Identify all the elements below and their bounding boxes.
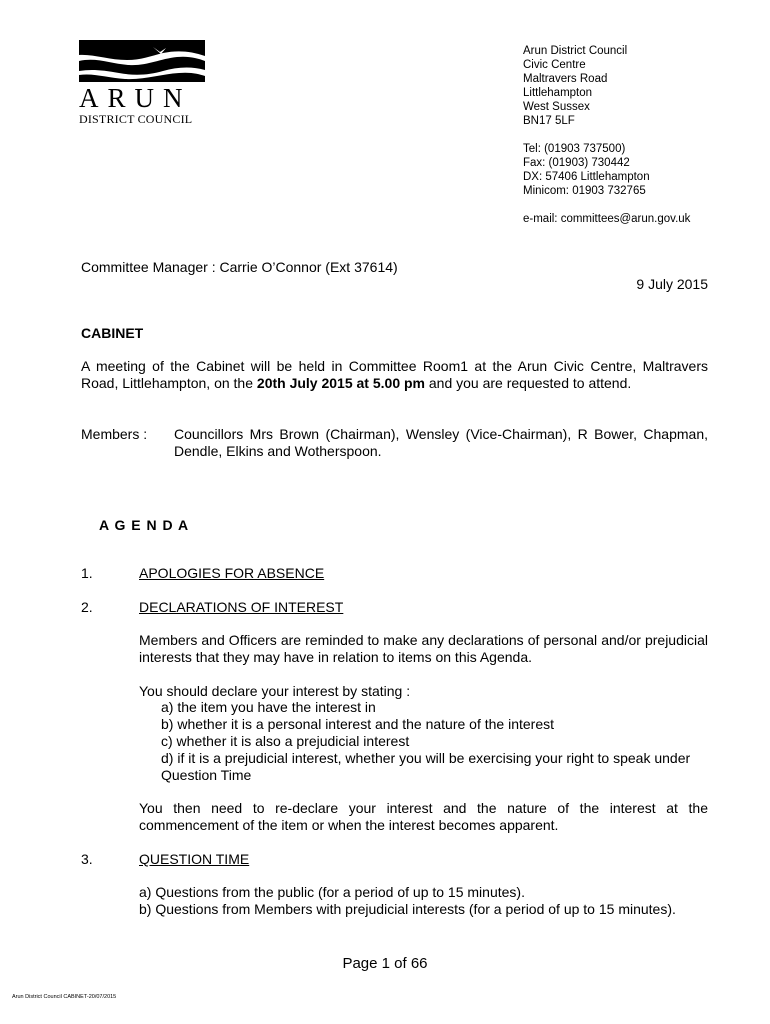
contact-line: Fax: (01903) 730442 [523,157,630,169]
declarations-stating: You should declare your interest by stating : [139,683,411,699]
address-line: Littlehampton [523,87,593,99]
item-title-question-time: QUESTION TIME [139,851,250,867]
footer-reference: Arun District Council CABINET-20/07/2015 [12,994,117,1000]
item-number: 2. [81,599,93,615]
item-number: 3. [81,851,93,867]
page-heading: CABINET [81,325,144,341]
page-number: Page 1 of 66 [342,955,428,972]
email-line: e-mail: committees@arun.gov.uk [523,213,691,225]
meeting-notice [81,358,708,392]
committee-manager: Committee Manager : Carrie O’Connor (Ext 37614) [81,259,398,275]
meeting-text-before: A meeting of the Cabinet will be held in Committee Room1 at the Arun Civic Centre, Maltravers Road, Littlehampton, on the [81,358,708,391]
logo-wordmark: ARUN [79,83,192,113]
members-list: Councillors Mrs Brown (Chairman), Wensley (Vice-Chairman), R Bower, Chapman, Dendle, Elkins and Wotherspoon. [174,426,708,459]
declarations-redeclare: You then need to re-declare your interest and the nature of the interest at the commencement of the item or when the interest becomes apparent. [139,800,708,833]
declarations-intro: Members and Officers are reminded to make any declarations of personal and/or prejudicial interests that they may have in relation to items on this Agenda. [139,632,708,665]
address-line: Civic Centre [523,59,586,71]
wave-bird-emblem [79,40,205,82]
meeting-text-after: and you are requested to attend. [425,375,632,391]
meeting-datetime: 20th July 2015 at 5.00 pm [256,375,425,391]
agenda-title: A G E N D A [99,517,190,533]
address-line: Arun District Council [523,45,628,57]
declaration-point: a) the item you have the interest in [161,699,376,715]
address-line: Maltravers Road [523,73,608,85]
item-number: 1. [81,565,93,581]
declaration-point: b) whether it is a personal interest and the nature of the interest [161,716,555,732]
logo-subtitle: DISTRICT COUNCIL [79,112,193,126]
item-title-declarations: DECLARATIONS OF INTEREST [139,599,344,615]
question-time-public: a) Questions from the public (for a period of up to 15 minutes). [139,884,525,900]
declaration-point: d) if it is a prejudicial interest, whether you will be exercising your right to speak under Question Time [161,750,691,783]
declaration-point: c) whether it is also a prejudicial interest [161,733,410,749]
address-block [523,44,690,226]
contact-line: Tel: (01903 737500) [523,143,626,155]
council-logo [79,40,205,126]
contact-line: Minicom: 01903 732765 [523,185,646,197]
address-line: West Sussex [523,101,590,113]
address-line: BN17 5LF [523,115,575,127]
contact-line: DX: 57406 Littlehampton [523,171,650,183]
question-time-members: b) Questions from Members with prejudicial interests (for a period of up to 15 minutes). [139,901,676,917]
item-title-apologies: APOLOGIES FOR ABSENCE [139,565,325,581]
members-label: Members : [81,426,148,442]
letter-date: 9 July 2015 [636,276,708,292]
